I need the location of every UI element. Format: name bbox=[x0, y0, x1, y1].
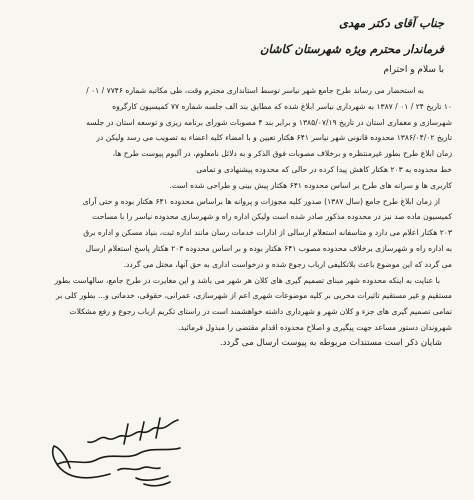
body-line: زمان ابلاغ طرح بطور غیرمنتظره و برخلاف مصوبات فوق الذکر و به دلائل نامعلوم، در آلبوم پیوست طرح ها، bbox=[112, 149, 452, 159]
body-line: تمامی تصمیم گیری های جزء و کلان شهر و شهرداری داشته خواهشمند است در راستای تکریم ارباب رجوع و رفع مشکلات bbox=[69, 307, 452, 317]
body-line: به استحضار می رساند طرح جامع شهر نیاسر توسط استانداری محترم وقت، طی مکاتبه شماره ۷۷۴۶ / ۰۱ / bbox=[86, 86, 424, 95]
letter-body bbox=[22, 83, 452, 336]
body-line: کاربری ها و سرانه های طرح بر اساس محدوده ۶۴۱ هکتار پیش بینی و طراحی شده است. bbox=[169, 180, 452, 190]
recipient-title: جناب آقای دکتر مهدی bbox=[338, 16, 444, 30]
closing-note: شایان ذکر است مستندات مربوطه به پیوست ارسال می گردد. bbox=[219, 337, 442, 348]
body-line: ۲۰۳ هکتار اعلام می دارد و متاسفانه استعلام ارسالی از ادارات خدمات رسان مانند اداره ثبت، بنیاد مسکن و اداره برق bbox=[83, 228, 452, 238]
handwritten-signature bbox=[40, 408, 190, 493]
body-line: به اداره راه و شهرسازی برخلاف محدوده مصوب ۶۴۱ هکتار بوده و بر اساس محدوده ۲۰۳ هکتار پاسخ استعلام ارسال bbox=[85, 243, 452, 253]
recipient-position: فرماندار محترم ویژه شهرستان کاشان bbox=[259, 42, 444, 56]
body-line: می گردد که این موضوع باعث بلاتکلیفی ارباب رجوع شده و درخواست اداری به حق آنها، مختل می گردد. bbox=[123, 259, 452, 269]
body-line: خط محدوده به ۲۰۳ هکتار کاهش پیدا کرده در حالی که محدوده پیشنهادی و تمامی bbox=[196, 164, 452, 174]
body-line: شهرسازی و معماری استان در تاریخ ۱۳۸۵/۰۷/۱۹ و برابر بند ۴ مصوبات شورای برنامه ریزی و توسعه استان در جلسه bbox=[86, 117, 452, 127]
body-line: مستقیم و غیر مستقیم تاثیرات مخربی بر کلیه موضوعات شهری اعم از شهرسازی، عمرانی، حقوقی، خدماتی و... بطور کلی بر bbox=[55, 291, 452, 301]
body-line: تاریخ ۱۳۸۶/۰۴/۰۲ محدوده قانونی شهر نیاسر ۶۴۱ هکتار تعیین و با امضاء کلیه اعضاء به تصویب می رسد ولیکن در bbox=[96, 133, 452, 143]
body-line: از زمان ابلاغ طرح جامع (سال ۱۳۸۷) صدور کلیه مجوزات و پروانه ها براساس محدوده ۶۴۱ هکتار بوده و حتی آرای bbox=[82, 196, 440, 206]
body-line: با عنایت به اینکه محدوده شهر مبنای تصمیم گیری های کلان هر شهر می باشد و این مغایرت در طرح جامع، سالهاست بطور bbox=[54, 275, 440, 285]
body-line: ۱۰ تاریخ ۲۴ / ۰۱ / ۱۳۸۷ به شهرداری نیاسر ابلاغ شده که مطابق بند الف جلسه شماره ۷۷ کمیسیون کارگروه bbox=[112, 101, 452, 111]
body-line: کمیسیون ماده صد نیز در محدوده مذکور صادر شده است ولیکن اداره راه و شهرسازی محدوده نیاسر را با مساحت bbox=[92, 212, 452, 222]
body-line: شهروندان دستور مساعد جهت پیگیری و اصلاح محدوده اقدام مقتضی را مبذول فرمائید. bbox=[177, 322, 452, 332]
greeting: با سلام و احترام bbox=[383, 65, 444, 75]
signature-scribble-icon bbox=[40, 408, 190, 493]
